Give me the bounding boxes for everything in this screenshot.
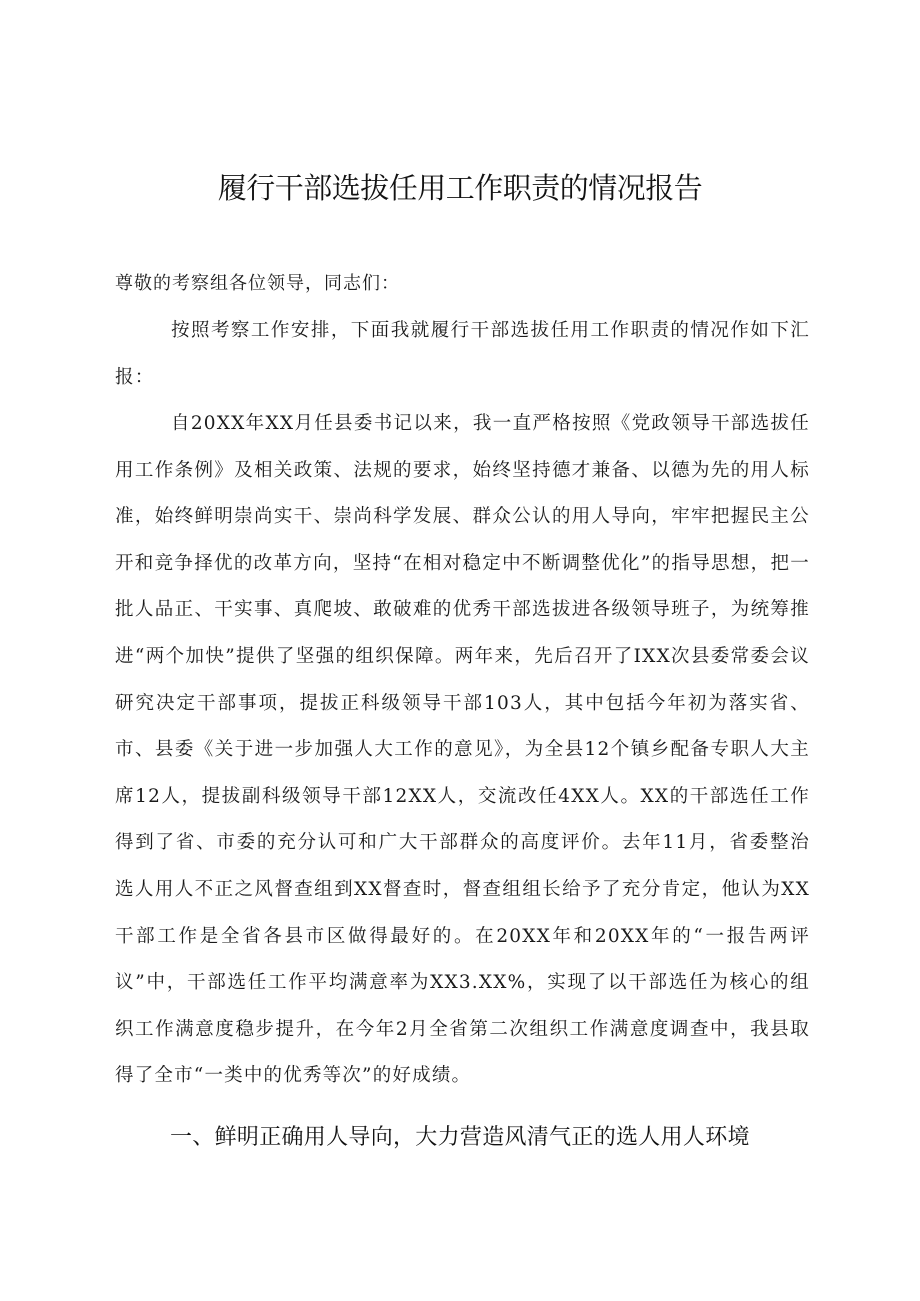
- salutation: 尊敬的考察组各位领导，同志们：: [115, 273, 400, 294]
- body-paragraph: 自20XX年XX月任县委书记以来，我一直严格按照《党政领导干部选拔任用工作条例》及相关政策、法规的要求，始终坚持德才兼备、以德为先的用人标准，始终鲜明崇尚实干、崇尚科学发展、群众公认的用人导向，牢牢把握民主公开和竞争择优的改革方向，坚持“在相对稳定中不断调整优化”的指导思想，把一批人品正、干实事、真爬坡、敢破难的优秀干部选拔进各级领导班子，为统筹推进“两个加快”提供了坚强的组织保障。两年来，先后召开了IXX次县委常委会议研究决定干部事项，提拔正科级领导干部103人，其中包括今年初为落实省、市、县委《关于进一步加强人大工作的意见》，为全县12个镇乡配备专职人大主席12人，提拔副科级领导干部12XX人，交流改任4XX人。XX的干部选任工作得到了省、市委的充分认可和广大干部群众的高度评价。去年11月，省委整治选人用人不正之风督查组到XX督查时，督查组组长给予了充分肯定，他认为XX干部工作是全省各县市区做得最好的。在20XX年和20XX年的“一报告两评议”中，干部选任工作平均满意率为XX3.XX%，实现了以干部选任为核心的组织工作满意度稳步提升，在今年2月全省第二次组织工作满意度调查中，我县取得了全市“一类中的优秀等次”的好成绩。: [115, 413, 810, 1087]
- intro-paragraph: 按照考察工作安排，下面我就履行干部选拔任用工作职责的情况作如下汇报：: [115, 320, 810, 388]
- section-heading-1: 一、鲜明正确用人导向，大力营造风清气正的选人用人环境: [170, 1125, 750, 1150]
- report-title: 履行干部选拔任用工作职责的情况报告: [217, 171, 703, 205]
